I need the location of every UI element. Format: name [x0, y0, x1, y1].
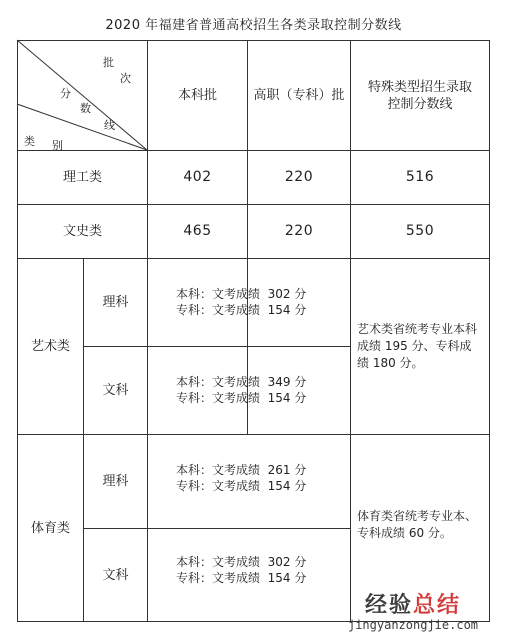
page-title: 2020 年福建省普通高校招生各类录取控制分数线 [105, 18, 402, 33]
art-science-label: 理科 [102, 295, 129, 310]
sport-liberal-label: 文科 [102, 568, 129, 583]
art-science-score-vocational: 专科：文考成绩 154 分 [176, 303, 307, 317]
diagonal-label-score3: 线 [104, 119, 115, 132]
row-label-liberal: 文史类 [62, 224, 102, 239]
sport-science-label: 理科 [102, 474, 129, 489]
row-label-sport: 体育类 [30, 521, 70, 536]
header-special: 特殊类型招生录取控制分数线 [367, 79, 472, 112]
diagonal-label-batch2: 次 [120, 72, 131, 85]
sport-liberal-score-vocational: 专科：文考成绩 154 分 [176, 571, 307, 585]
watermark-logo-right: 总结 [413, 593, 462, 618]
diagonal-label-batch: 批 [103, 56, 114, 69]
liberal-vocational: 220 [284, 223, 314, 239]
watermark-logo-left: 经验 [364, 593, 413, 618]
science-vocational: 220 [284, 169, 314, 185]
liberal-undergrad: 465 [183, 223, 212, 239]
diagonal-label-category: 类 [24, 135, 35, 148]
header-vocational: 高职（专科）批 [253, 88, 345, 103]
watermark-logo [333, 594, 493, 618]
sport-science-score-vocational: 专科：文考成绩 154 分 [176, 479, 307, 493]
liberal-special: 550 [405, 223, 435, 239]
sport-liberal-score-undergrad: 本科：文考成绩 302 分 [176, 555, 307, 569]
sport-science-score-undergrad: 本科：文考成绩 261 分 [176, 463, 307, 477]
row-label-art: 艺术类 [30, 339, 70, 354]
art-note: 艺术类省统考专业本科成绩 195 分、专科成绩 180 分。 [357, 322, 478, 370]
art-science-score-undergrad: 本科：文考成绩 302 分 [176, 287, 307, 301]
art-liberal-label: 文科 [102, 383, 129, 398]
science-special: 516 [405, 169, 435, 185]
header-undergrad: 本科批 [177, 88, 217, 103]
diagonal-label-score2: 数 [80, 102, 91, 115]
watermark [333, 594, 493, 632]
row-label-science: 理工类 [62, 170, 102, 185]
diagonal-label-score: 分 [60, 87, 71, 100]
watermark-url: jingyanzongjie.com [347, 618, 479, 632]
diagonal-label-category2: 别 [52, 139, 63, 152]
art-liberal-score-vocational: 专科：文考成绩 154 分 [176, 391, 307, 405]
sport-note: 体育类省统考专业本、专科成绩 60 分。 [357, 509, 478, 540]
art-liberal-score-undergrad: 本科：文考成绩 349 分 [176, 375, 307, 389]
science-undergrad: 402 [183, 169, 212, 185]
